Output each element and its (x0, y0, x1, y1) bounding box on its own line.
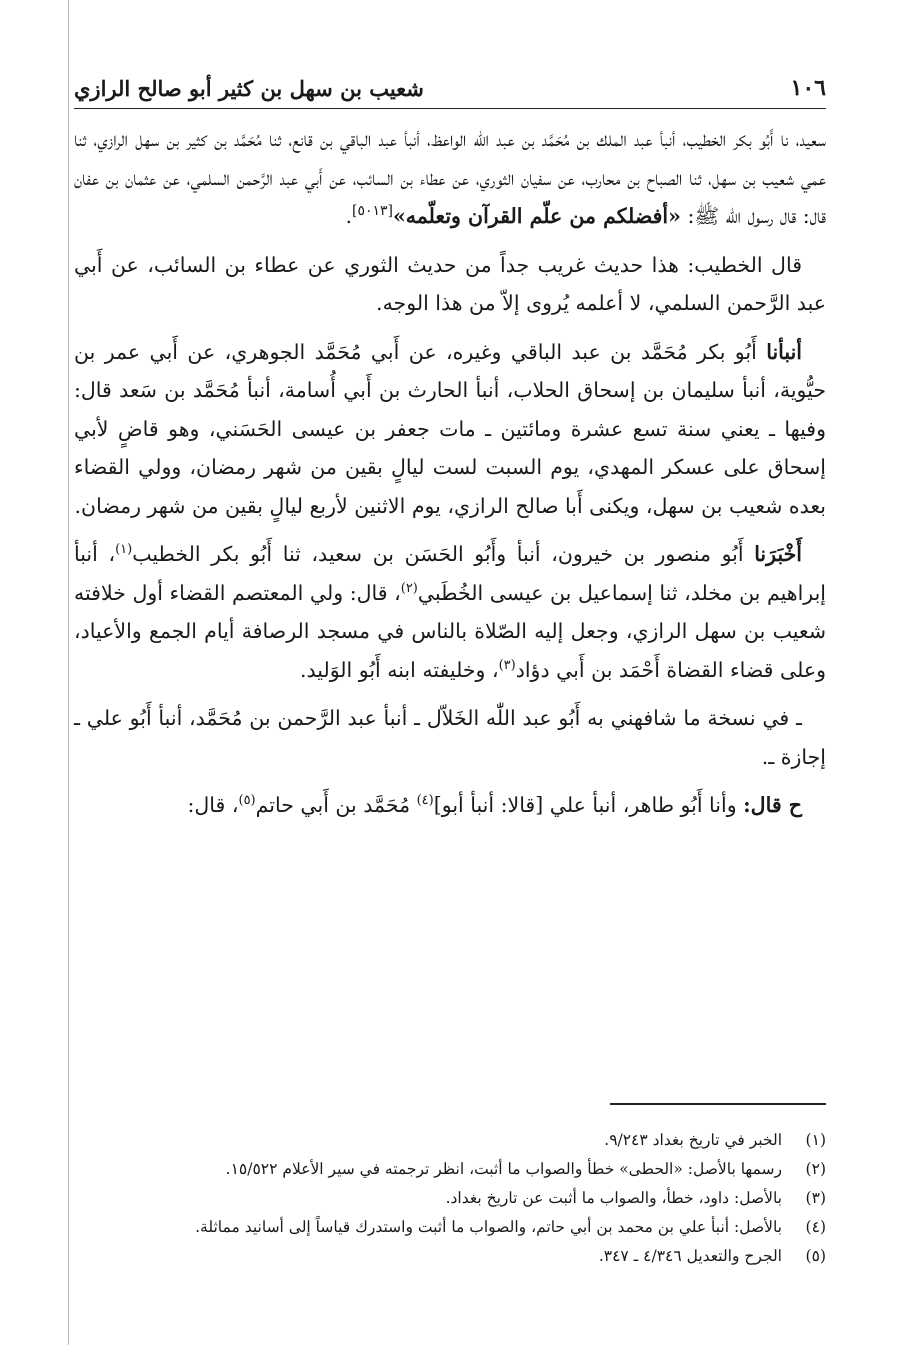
paragraph-3 (74, 333, 826, 526)
footnote-1-number: (١) (805, 1131, 826, 1149)
footnote-ref-1: (١) (115, 542, 133, 558)
footnote-ref-3: (٣) (498, 657, 516, 673)
footnote-1 (74, 1126, 826, 1155)
paragraph-5 (74, 699, 826, 776)
footnote-ref-5: (٥) (238, 793, 256, 809)
paragraph-1-text: سعيد، نا أَبُو بكر الخطيب، أنبأ عبد الملك بن مُحَمَّد بن عبد اللّٰه الواعظ، أنبأ عبد الباقي بن قانع، ثنا مُحَمَّد بن كثير بن سهل الرازي، ثنا عمي شعيب بن سهل، ثنا الصباح بن محارب، عن سفيان الثوري، عن عطاء بن السائب، عن أَبي عبد الرَّحمن السلمي، عن عثمان بن عفان قال: قال رسول الله ﷺ: (74, 127, 826, 228)
paragraph-2-text: قال الخطيب: هذا حديث غريب جداً من حديث الثوري عن عطاء بن السائب، عن أَبي عبد الرَّحمن السلمي، لا أعلمه يُروى إلاّ من هذا الوجه. (74, 252, 826, 315)
paragraph-6-part-1: وأنا أَبُو طاهر، أنبأ علي [قالا: أنبأ أبو] (433, 793, 744, 817)
paragraph-4-part-1: أَبُو منصور بن خيرون، أنبأ وأَبُو الحَسَن بن سعيد، ثنا أَبُو بكر الخطيب (132, 542, 755, 566)
paragraph-4-part-2: ، أنبأ إبراهيم بن مخلد، ثنا إسماعيل بن عيسى الخُطَبي (74, 542, 826, 605)
paragraph-4-lead: أَخْبَرَنا (754, 542, 803, 566)
paragraph-4 (74, 535, 826, 689)
page-header (74, 68, 826, 109)
running-title: شعيب بن سهل بن كثير أبو صالح الرازي (74, 75, 424, 101)
footnote-3-number: (٣) (805, 1189, 826, 1207)
margin-rule (68, 0, 69, 1345)
hadith-number: [٥٠١٣] (351, 203, 393, 220)
page-number: ١٠٦ (790, 75, 826, 101)
paragraph-6-part-2: مُحَمَّد بن أَبي حاتم (255, 793, 417, 817)
paragraph-6-lead: ح قال: (743, 793, 802, 817)
paragraph-4-part-3: ، قال: ولي المعتصم القضاء أول خلافته شعيب بن سهل الرازي، وجعل إليه الصّلاة بالناس في مسجد الرصافة أيام الجمع والأعياد، وعلى قضاء القضاة أَحْمَد بن أَبي دؤاد (74, 580, 826, 682)
footnote-4-number: (٤) (805, 1218, 826, 1236)
paragraph-3-text: أَبُو بكر مُحَمَّد بن عبد الباقي وغيره، عن أَبي مُحَمَّد الجوهري، عن أَبي عمر بن حيُّوية، أنبأ سليمان بن إسحاق الحلاب، أنبأ الحارث بن أَبي أُسامة، أنبأ مُحَمَّد بن سَعد قال: وفيها ـ يعني سنة تسع عشرة ومائتين ـ مات جعفر بن عيسى الحَسَني، وهو قاضٍ لأبي إسحاق على عسكر المهدي، يوم السبت لست ليالٍ بقين من شهر رمضان، وولي القضاء بعده شعيب بن سهل، ويكنى أَبا صالح الرازي، يوم الاثنين لأربع ليالٍ بقين من شهر رمضان. (74, 339, 826, 518)
footnote-ref-4: (٤) (416, 793, 434, 809)
footnote-2-text: رسمها بالأصل: «الحطى» خطأ والصواب ما أثبت، انظر ترجمته في سير الأعلام ١٥/٥٢٢. (225, 1160, 782, 1178)
footnote-3 (74, 1184, 826, 1213)
footnote-5-text: الجرح والتعديل ٤/٣٤٦ ـ ٣٤٧. (598, 1247, 782, 1265)
footnote-separator (610, 1103, 826, 1105)
paragraph-1-end: . (345, 204, 352, 228)
paragraph-5-text: ـ في نسخة ما شافهني به أَبُو عبد اللّٰه الخَلاّل ـ أنبأ عبد الرَّحمن بن مُحَمَّد، أنبأ أَبُو علي ـ إجازة ـ. (74, 706, 826, 769)
hadith-quote: «أفضلكم من علّم القرآن وتعلّمه» (392, 204, 681, 228)
paragraph-6 (74, 786, 826, 825)
footnote-4-text: بالأصل: أنبأ علي بن محمد بن أبي حاتم، والصواب ما أثبت واستدرك قياساً إلى أسانيد مماثلة. (195, 1218, 782, 1236)
paragraph-3-lead: أنبأنا (766, 339, 802, 364)
footnote-1-text: الخبر في تاريخ بغداد ٩/٢٤٣. (604, 1131, 782, 1149)
footnote-2-number: (٢) (805, 1160, 826, 1178)
footnote-ref-2: (٢) (400, 580, 418, 596)
paragraph-4-part-4: ، وخليفته ابنه أَبُو الوَليد. (299, 657, 499, 682)
footnote-5-number: (٥) (805, 1247, 826, 1265)
paragraph-6-part-3: ، قال: (187, 793, 239, 817)
footnote-2 (74, 1155, 826, 1184)
footnote-3-text: بالأصل: داود، خطأ، والصواب ما أثبت عن تاريخ بغداد. (445, 1189, 782, 1207)
paragraph-2 (74, 246, 826, 323)
paragraph-1 (74, 120, 826, 236)
footnote-4 (74, 1213, 826, 1242)
footnotes (74, 1126, 826, 1271)
main-text (74, 120, 826, 835)
footnote-5 (74, 1242, 826, 1271)
